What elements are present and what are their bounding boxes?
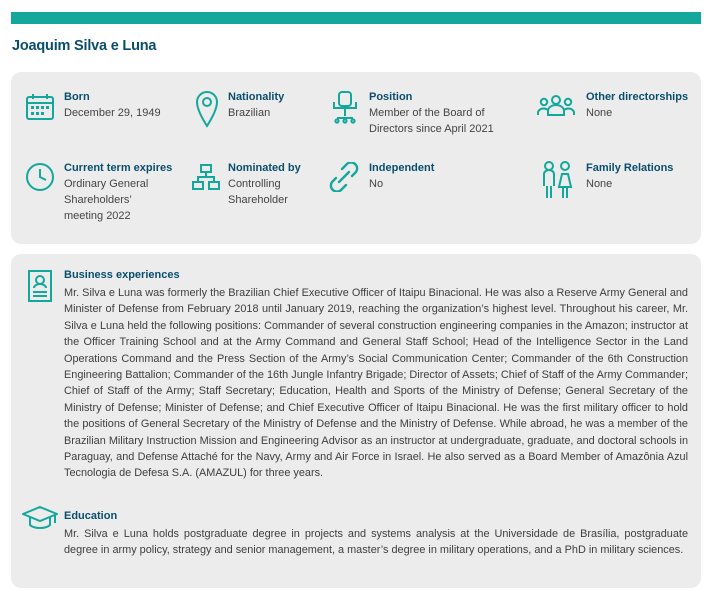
term-label: Current term expires — [64, 162, 173, 174]
position-value-line2: Directors since April 2021 — [369, 123, 494, 135]
term-item — [64, 160, 172, 224]
biography-panel — [11, 254, 701, 588]
family-icon — [541, 160, 573, 200]
nominated-value-line1: Controlling — [228, 178, 281, 190]
education-title: Education — [64, 510, 118, 522]
born-label: Born — [64, 91, 90, 103]
calendar-icon — [25, 92, 55, 122]
family-label: Family Relations — [586, 162, 674, 174]
independent-label: Independent — [369, 162, 435, 174]
independent-value: No — [369, 178, 384, 190]
born-value: December 29, 1949 — [64, 107, 161, 119]
nominated-value-line2: Shareholder — [228, 194, 288, 206]
term-value-line1: Ordinary General — [64, 178, 149, 190]
location-pin-icon — [195, 90, 219, 128]
business-experiences-text: Mr. Silva e Luna was formerly the Brazilian Chief Executive Officer of Itaipu Binacional. He was also a Reserve Army General and Minister of Defense from February 2018 until January 2019, reaching the organization’s highest level. Throughout his career, Mr. Silva e Luna held the following positions: Commander of several construction engineering companies in the Amazon; instructor at the Officer Training School and at the Army Command and General Staff School; Head of the Intelligence Sector in the Land Operations Command and the Press Section of the Army’s Social Communication Center; Commander of the 6th Construction Engineering Battalion; Commander of the 16th Jungle Infantry Brigade; Director of Assets; Chief of Staff of the Army Commander; Chief of Staff of the Army; Staff Secretary; Education, Health and Sports of the Ministry of Defense; General Secretary of the Ministry of Defense; Minister of Defense; and Chief Executive Officer of Itaipu Binacional. He was the first military officer to hold the positions of General Secretary of the Ministry of Defense and the Ministry of Defense. While abroad, he was a member of the Brazilian Military Instruction Mission and Engineering Advisor as an instructor at undergraduate, graduate, and doctoral schools in Paraguay, and Defense Attaché for the Navy, Army and Air Force in Israel. He also served as a Board Member of Amazônia Azul Tecnologia de Defesa S.A. (AMAZUL) for three years. — [64, 287, 688, 480]
term-value-line2: Shareholders’ — [64, 194, 132, 206]
other-directorships-value: None — [586, 107, 613, 119]
family-item — [586, 160, 673, 192]
clock-icon — [25, 162, 55, 192]
page-title: Joaquim Silva e Luna — [12, 38, 157, 54]
nationality-label: Nationality — [228, 91, 285, 103]
nominated-item — [228, 160, 301, 208]
resume-document-icon — [28, 270, 52, 302]
term-value-line3: meeting 2022 — [64, 210, 131, 222]
education-text: Mr. Silva e Luna holds postgraduate degree in projects and systems analysis at the Universidade de Brasília, postgraduate degree in army policy, strategy and senior management, a master’s degree in military operations, and a PhD in military sciences. — [64, 528, 688, 557]
business-experiences-title: Business experiences — [64, 269, 180, 281]
independent-item — [369, 160, 434, 192]
header-accent-bar — [11, 12, 701, 24]
info-panel — [11, 72, 701, 244]
nominated-label: Nominated by — [228, 162, 301, 174]
other-directorships-item — [586, 89, 688, 121]
group-people-icon — [537, 94, 575, 116]
born-item — [64, 89, 161, 121]
chain-link-icon — [329, 162, 359, 192]
graduation-cap-icon — [22, 505, 58, 531]
office-chair-icon — [331, 90, 359, 124]
family-value: None — [586, 178, 613, 190]
nationality-item — [228, 89, 284, 121]
position-label: Position — [369, 91, 413, 103]
other-directorships-label: Other directorships — [586, 91, 689, 103]
org-chart-icon — [192, 163, 220, 191]
nationality-value: Brazilian — [228, 107, 271, 119]
position-value-line1: Member of the Board of — [369, 107, 485, 119]
position-item — [369, 89, 494, 137]
